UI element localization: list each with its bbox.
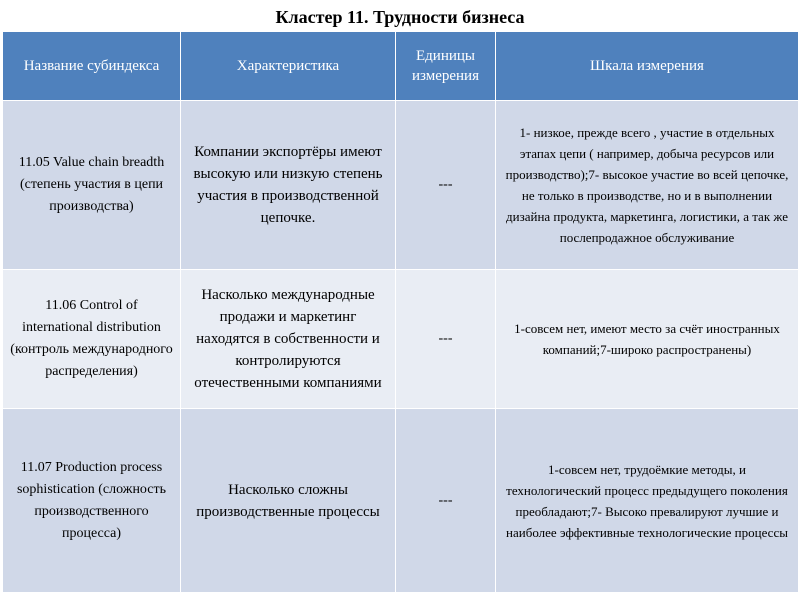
header-characteristic: Характеристика bbox=[181, 32, 396, 101]
header-scale: Шкала измерения bbox=[496, 32, 799, 101]
cell-scale: 1-совсем нет, трудоёмкие методы, и технологический процесс предыдущего поколения преобладают;7- Высоко превалируют лучшие и наиболее эффективные технологические процессы bbox=[496, 409, 799, 593]
table-row bbox=[3, 101, 799, 270]
table-row bbox=[3, 409, 799, 593]
header-subindex-name: Название субиндекса bbox=[3, 32, 181, 101]
cell-characteristic: Компании экспортёры имеют высокую или низкую степень участия в производственной цепочке. bbox=[181, 101, 396, 270]
cell-characteristic: Насколько сложны производственные процессы bbox=[181, 409, 396, 593]
cell-scale: 1- низкое, прежде всего , участие в отдельных этапах цепи ( например, добыча ресурсов или производство);7- высокое участие во всей цепочке, не только в производстве, но и в выполнении дизайна продукта, маркетинга, логистики, а так же послепродажное обслуживание bbox=[496, 101, 799, 270]
indicator-table bbox=[2, 31, 799, 593]
table-header-row bbox=[3, 32, 799, 101]
cell-units: --- bbox=[396, 409, 496, 593]
table-row bbox=[3, 270, 799, 409]
cell-subindex-name: 11.07 Production process sophistication (сложность производственного процесса) bbox=[3, 409, 181, 593]
cell-scale: 1-совсем нет, имеют место за счёт иностранных компаний;7-широко распространены) bbox=[496, 270, 799, 409]
header-units: Единицы измерения bbox=[396, 32, 496, 101]
cell-characteristic: Насколько международные продажи и маркетинг находятся в собственности и контролируются отечественными компаниями bbox=[181, 270, 396, 409]
cell-units: --- bbox=[396, 101, 496, 270]
cell-subindex-name: 11.06 Control of international distribution (контроль международного распределения) bbox=[3, 270, 181, 409]
cell-units: --- bbox=[396, 270, 496, 409]
cell-subindex-name: 11.05 Value chain breadth (степень участия в цепи производства) bbox=[3, 101, 181, 270]
page-title: Кластер 11. Трудности бизнеса bbox=[275, 7, 525, 27]
